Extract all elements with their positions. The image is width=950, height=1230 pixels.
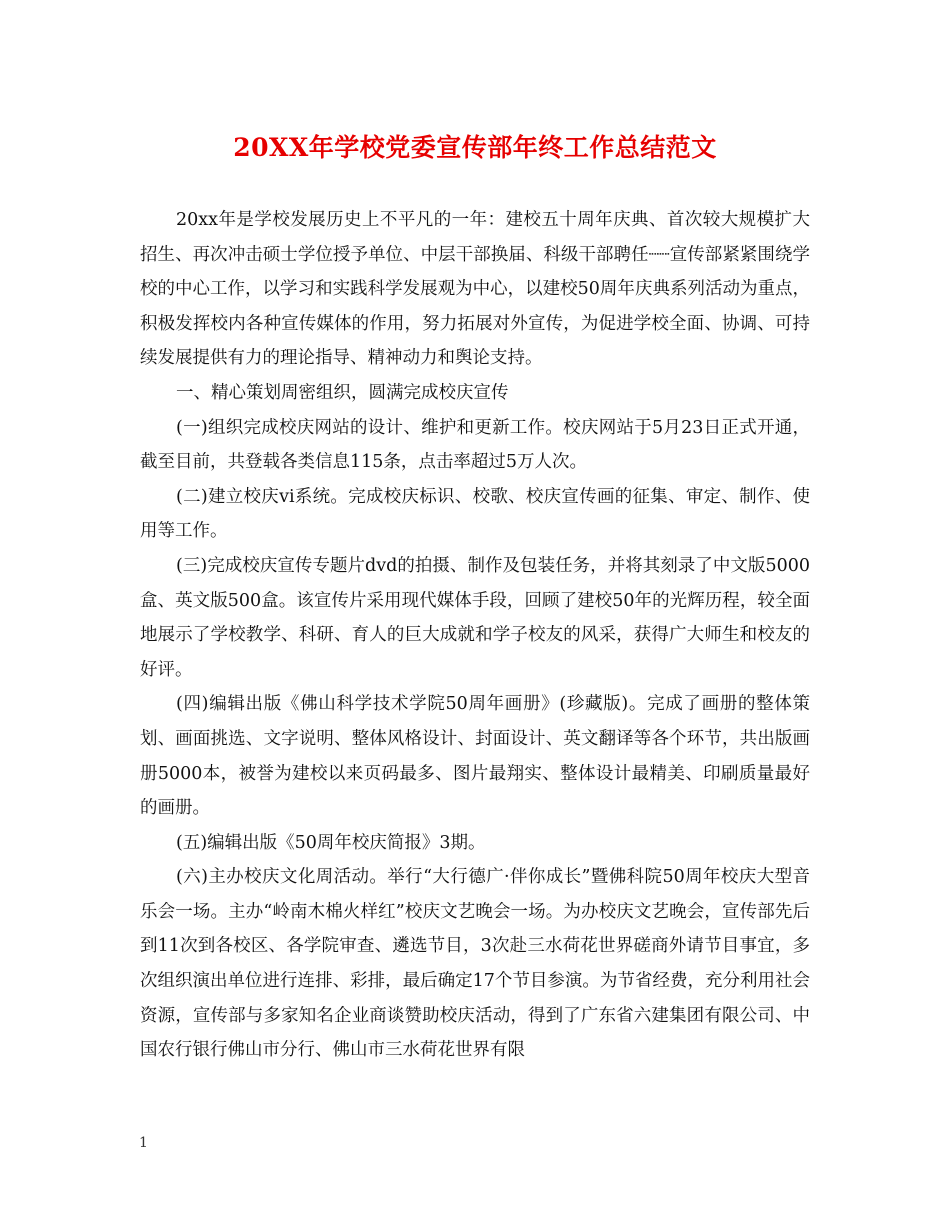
document-body bbox=[140, 203, 810, 1068]
paragraph-item-4: (四)编辑出版《佛山科学技术学院50周年画册》(珍藏版)。完成了画册的整体策划、画面挑选、文字说明、整体风格设计、封面设计、英文翻译等各个环节，共出版画册5000本，被誉为建校以来页码最多、图片最翔实、整体设计最精美、印刷质量最好的画册。 bbox=[140, 694, 810, 819]
paragraph-item-2: (二)建立校庆vi系统。完成校庆标识、校歌、校庆宣传画的征集、审定、制作、使用等工作。 bbox=[140, 486, 810, 542]
paragraph-item-6: (六)主办校庆文化周活动。举行“大行德广·伴你成长”暨佛科院50周年校庆大型音乐会一场。主办“岭南木棉火样红”校庆文艺晚会一场。为办校庆文艺晚会，宣传部先后到11次到各校区、各学院审查、遴选节目，3次赴三水荷花世界磋商外请节目事宜，多次组织演出单位进行连排、彩排，最后确定17个节目参演。为节省经费，充分利用社会资源，宣传部与多家知名企业商谈赞助校庆活动，得到了广东省六建集团有限公司、中国农行银行佛山市分行、佛山市三水荷花世界有限 bbox=[140, 867, 810, 1061]
paragraph-intro: 20xx年是学校发展历史上不平凡的一年：建校五十周年庆典、首次较大规模扩大招生、再次冲击硕士学位授予单位、中层干部换届、科级干部聘任┈┈宣传部紧紧围绕学校的中心工作，以学习和实践科学发展观为中心，以建校50周年庆典系列活动为重点，积极发挥校内各种宣传媒体的作用，努力拓展对外宣传，为促进学校全面、协调、可持续发展提供有力的理论指导、精神动力和舆论支持。 bbox=[140, 210, 810, 369]
paragraph-item-3: (三)完成校庆宣传专题片dvd的拍摄、制作及包装任务，并将其刻录了中文版5000盒、英文版500盒。该宣传片采用现代媒体手段，回顾了建校50年的光辉历程，较全面地展示了学校教学、科研、育人的巨大成就和学子校友的风采，获得广大师生和校友的好评。 bbox=[140, 555, 810, 680]
section-heading: 一、精心策划周密组织，圆满完成校庆宣传 bbox=[176, 382, 509, 403]
document-title: 20XX年学校党委宣传部年终工作总结范文 bbox=[233, 133, 717, 162]
paragraph-item-1: (一)组织完成校庆网站的设计、维护和更新工作。校庆网站于5月23日正式开通，截至目前，共登载各类信息115条，点击率超过5万人次。 bbox=[140, 417, 810, 473]
page-number: 1 bbox=[139, 1135, 148, 1151]
paragraph-item-5: (五)编辑出版《50周年校庆简报》3期。 bbox=[176, 832, 486, 853]
